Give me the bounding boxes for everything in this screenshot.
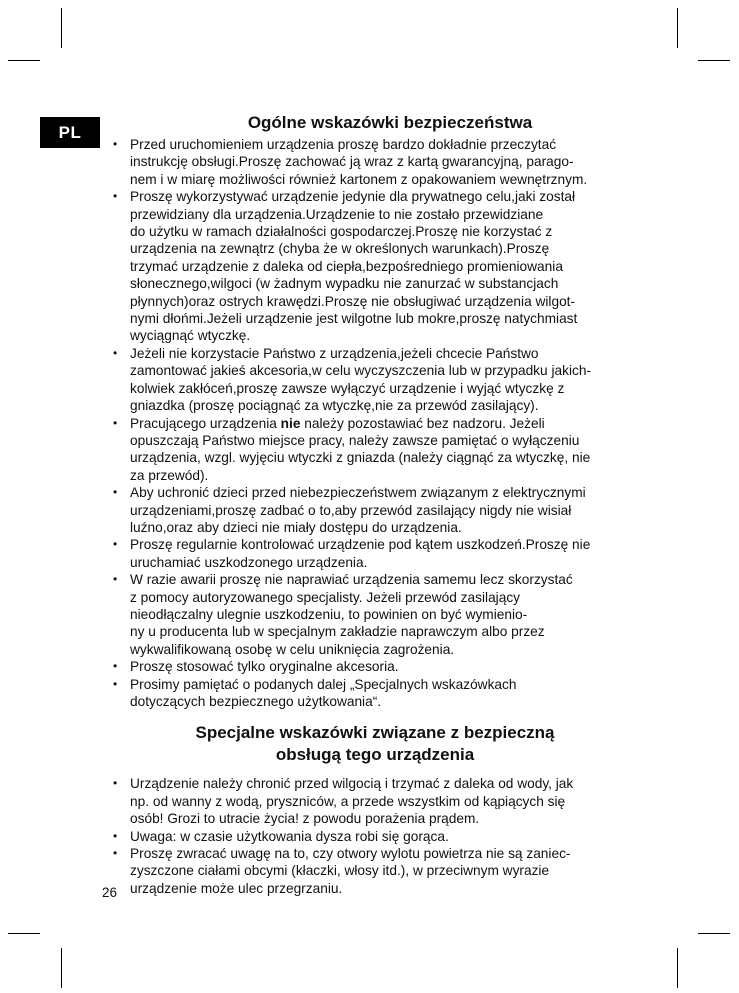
list-item: • Proszę stosować tylko oryginalne akcesoria. bbox=[110, 658, 640, 675]
list-item: • Przed uruchomieniem urządzenia proszę bardzo dokładnie przeczytać instrukcję obsługi.Proszę zachować ją wraz z kartą gwarancyjną, parago- nem i w miarę możliwości również kartonem z opakowaniem wewnętrznym. bbox=[110, 136, 640, 188]
page-number: 26 bbox=[102, 885, 118, 900]
title-line-1: Specjalne wskazówki związane z bezpieczną bbox=[195, 723, 555, 743]
general-safety-list bbox=[110, 136, 640, 710]
list-item-text: należy pozostawiać bez nadzoru. Jeżeli opuszczają Państwo miejsce pracy, należy zawsze pamiętać o wyłączeniu urządzenia, wzgl. wyjęciu wtyczki z gniazda (należy ciągnąć za wtyczkę, nie za przewód). bbox=[130, 415, 591, 483]
crop-mark-top-right-h bbox=[698, 60, 730, 61]
list-item: • Aby uchronić dzieci przed niebezpieczeństwem związanym z elektrycznymi urządzeniami,proszę zadbać o to,aby przewód zasilający nigdy nie wisiał luźno,oraz aby dzieci nie miały dostępu do urządzenia. bbox=[110, 484, 640, 536]
list-item: • Urządzenie należy chronić przed wilgocią i trzymać z daleka od wody, jak np. od wanny z wodą, pryszniców, a przede wszystkim od kąpiących się osób! Grozi to utracie życia! z powodu porażenia prądem. bbox=[110, 775, 640, 827]
list-item bbox=[110, 415, 640, 485]
special-safety-list bbox=[110, 775, 640, 897]
language-tab: PL bbox=[40, 117, 100, 148]
section-title-general-safety: Ogólne wskazówki bezpieczeństwa bbox=[247, 113, 533, 132]
crop-mark-bottom-left bbox=[61, 948, 62, 988]
title-line-2: obsługą tego urządzenia bbox=[275, 745, 475, 765]
emphasis-text: nie bbox=[280, 415, 301, 431]
list-item: • Proszę wykorzystywać urządzenie jedynie dla prywatnego celu,jaki został przewidziany dla urządzenia.Urządzenie to nie zostało przewidziane do użytku w ramach działalności gospodarczej.Proszę nie korzystać z urządzenia na zewnątrz (chyba że w określonych warunkach).Proszę trzymać urządzenie z daleka od ciepła,bezpośredniego promieniowania słonecznego,wilgoci (w żadnym wypadku nie zanurzać w substancjach płynnych)oraz ostrych krawędzi.Proszę nie obsługiwać urządzenia wilgot- nymi dłońmi.Jeżeli urządzenie jest wilgotne lub mokre,proszę natychmiast wyciągnąć wtyczkę. bbox=[110, 188, 640, 345]
list-item: • Prosimy pamiętać o podanych dalej „Specjalnych wskazówkach dotyczących bezpiecznego użytkowania“. bbox=[110, 676, 640, 711]
list-item: • Proszę regularnie kontrolować urządzenie pod kątem uszkodzeń.Proszę nie uruchamiać uszkodzonego urządzenia. bbox=[110, 536, 640, 571]
crop-mark-top-left-h bbox=[8, 60, 40, 61]
crop-mark-top-right bbox=[677, 8, 678, 48]
crop-mark-bottom-right bbox=[677, 948, 678, 988]
page-content bbox=[110, 112, 640, 897]
crop-mark-bottom-right-h bbox=[698, 933, 730, 934]
list-item-text: Pracującego urządzenia bbox=[130, 415, 281, 431]
crop-mark-bottom-left-h bbox=[8, 933, 40, 934]
list-item: • Proszę zwracać uwagę na to, czy otwory wylotu powietrza nie są zaniec- zyszczone ciałami obcymi (kłaczki, włosy itd.), w przeciwnym wyrazie urządzenie może ulec przegrzaniu. bbox=[110, 845, 640, 897]
list-item: • W razie awarii proszę nie naprawiać urządzenia samemu lecz skorzystać z pomocy autoryzowanego specjalisty. Jeżeli przewód zasilający nieodłączalny ulegnie uszkodzeniu, to powinien on być wymienio- ny u producenta lub w specjalnym zakładzie naprawczym albo przez wykwalifikowaną osobę w celu uniknięcia zagrożenia. bbox=[110, 571, 640, 658]
crop-mark-top-left bbox=[61, 8, 62, 48]
section-title-special-safety bbox=[110, 722, 640, 766]
list-item: • Jeżeli nie korzystacie Państwo z urządzenia,jeżeli chcecie Państwo zamontować jakieś akcesoria,w celu wyczyszczenia lub w przypadku jakich- kolwiek zakłóceń,proszę zawsze wyłączyć urządzenie i wyjąć wtyczkę z gniazdka (proszę pociągnąć za wtyczkę,nie za przewód zasilający). bbox=[110, 345, 640, 415]
list-item: • Uwaga: w czasie użytkowania dysza robi się gorąca. bbox=[110, 828, 640, 845]
